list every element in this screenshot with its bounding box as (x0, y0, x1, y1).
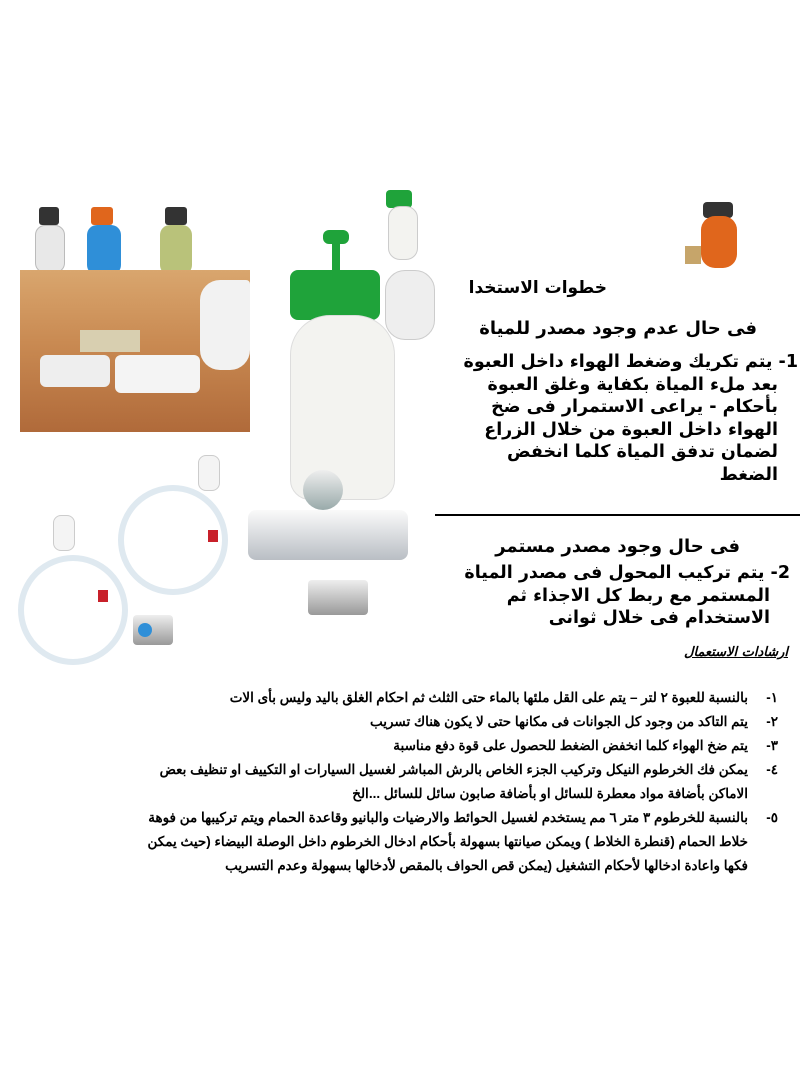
list-item: ٣- يتم ضخ الهواء كلما انخفض الضغط للحصول على قوة دفع مناسبة (393, 738, 778, 753)
list-item: ٢- يتم التاكد من وجود كل الجوانات فى مكانها حتى لا يكون هناك تسريب (369, 714, 778, 729)
step-line: بعد ملء المياة بكفاية وغلق العبوة (487, 374, 778, 395)
desert-cars-photo (20, 270, 250, 432)
step-line: المستمر مع ربط كل الاجذاء ثم (506, 585, 770, 606)
list-item: ١- بالنسبة للعبوة ٢ لتر – يتم على القل ملئها بالماء حتى الثلث ثم احكام الغلق باليد وليس بأى الات (229, 690, 778, 705)
orange-sprayer-bottle (685, 198, 747, 272)
list-item: ٤- يمكن فك الخرطوم النيكل وتركيب الجزء الخاص بالرش المباشر لغسيل السيارات او التكييف او تنظيف بعض الاماكن بأضافة مواد معطرة للسائل او بأضافة صابون سائل للسائل ...الخ (159, 762, 778, 801)
section2-step (420, 562, 790, 630)
section1-title: فى حال عدم وجود مصدر للمياة (479, 318, 757, 339)
shower-hose-kit-image (18, 455, 418, 670)
section1-step (428, 351, 798, 486)
step-line: لضمان تدفق المياة كلما انخفض (507, 442, 778, 462)
step-line: الضغط (719, 464, 778, 485)
instructions-title: ارشادات الاستعمال (684, 645, 788, 660)
step-line: بأحكام - يراعى الاستمرار فى ضخ (491, 397, 778, 417)
usage-steps-heading: خطوات الاستخدا (468, 278, 607, 298)
section2-title: فى حال وجود مصدر مستمر (495, 536, 740, 557)
step-line: 1- يتم تكريك وضغط الهواء داخل العبوة (463, 352, 798, 372)
step-line: الهواء داخل العبوة من خلال الزراع (484, 419, 778, 440)
small-green-sprayer (378, 182, 440, 262)
step-line: 2- يتم تركيب المحول فى مصدر المياة (464, 563, 790, 583)
instructions-list (0, 686, 778, 878)
step-line: الاستخدام فى خلال ثوانى (548, 608, 770, 628)
list-item: ٥- بالنسبة للخرطوم ٣ متر ٦ مم يستخدم لغسيل الحوائط والارضيات والبانيو وقاعدة الحمام ويتم تركيبها من فوهة خلاط الحمام (قنطرة الخلاط ) ويمكن صيانتها بسهولة بأحكام ادخال الخرطوم داخل الوصلة البيضاء (حيث يمكن فكها واعادة ادخالها لأحكام التشغيل (يمكن قص الحواف بالمقص لأدخالها بسهولة وعدم التسريب (147, 810, 778, 873)
product-bottles-thumbnail (25, 203, 200, 275)
section-divider (435, 514, 800, 516)
